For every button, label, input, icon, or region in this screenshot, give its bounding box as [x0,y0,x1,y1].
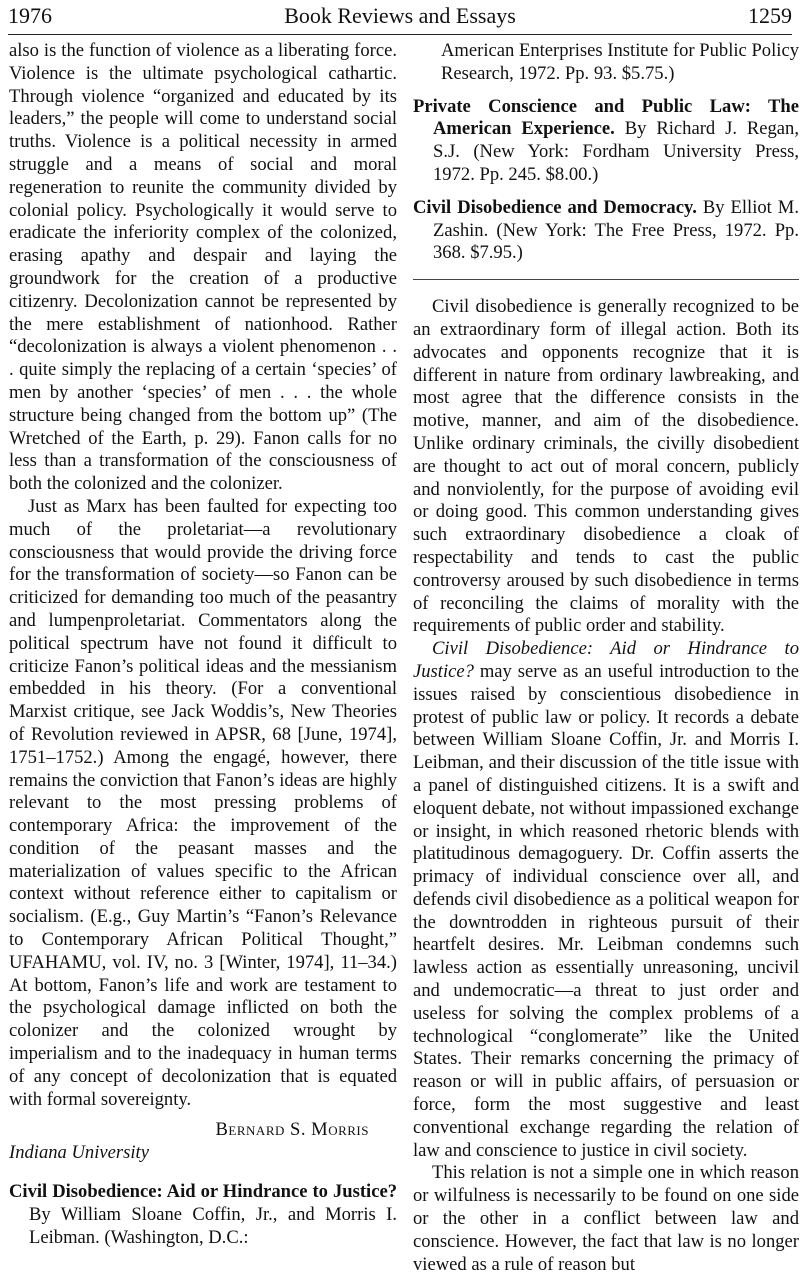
citation-1-details: By William Sloane Coffin, Jr., and Morris I. Leibman. (Washington, D.C.: [29,1203,397,1248]
citation-2 [413,96,799,187]
header-rule [8,34,792,35]
section-divider [413,279,799,280]
citation-2-title: Private Conscience and Public Law: The American Experience. [413,95,799,140]
citation-3-title: Civil Disobedience and Democracy. [413,196,697,218]
citation-1-continued: American Enterprises Institute for Public Policy Research, 1972. Pp. 93. $5.75.) [441,40,799,84]
left-paragraph-2: Just as Marx has been faulted for expecting too much of the proletariat—a revolutionary consciousness that would provide the driving force for the transformation of society—so Fanon can be criticized for demanding too much of the peasantry and lumpenproletariat. Commentators along the political spectrum have not found it difficult to criticize Fanon’s political ideas and the messianism embedded in his theory. (For a conventional Marxist critique, see Jack Woddis’s, New Theories of Revolution reviewed in APSR, 68 [June, 1974], 1751–1752.) Among the engagé, however, there remains the conviction that Fanon’s ideas are highly relevant to the most pressing problems of contemporary Africa: the improvement of the condition of the peasant masses and the materialization of values specific to the African context without reference either to capitalism or socialism. (E.g., Guy Martin’s “Fanon’s Relevance to Contemporary African Political Thought,” UFAHAMU, vol. IV, no. 3 [Winter, 1974], 11–34.) At bottom, Fanon’s life and work are testament to the psychological damage inflicted on both the colonizer and the colonized wrought by imperialism and to the inadequacy in human terms of any concept of decolonization that is equated with formal sovereignty. [9,495,397,1110]
reviewer-name: Bernard S. Morris [215,1119,369,1141]
header-section-title: Book Reviews and Essays [284,3,516,28]
right-paragraph-3: This relation is not a simple one in which reason or wilfulness is necessarily to be found on one side or the other in a conflict between law and conscience. However, the fact that law is no longer viewed as a rule of reason but [413,1162,799,1275]
reviewer-institution: Indiana University [9,1142,149,1164]
right-paragraph-2 [413,638,799,1162]
running-header [8,2,792,32]
citation-3 [413,197,799,265]
citation-3-details: By Elliot M. Zashin. (New York: The Free Press, 1972. Pp. 368. $7.95.) [433,196,799,264]
right-paragraph-2-book-title: Civil Disobedience: Aid or Hindrance to Justice? [413,638,799,682]
right-paragraph-2-text: may serve as an useful introduction to the issues raised by conscientious disobedience in protest of public law or policy. It records a debate between William Sloane Coffin, Jr. and Morris I. Leibman, and their discussion of the title issue with a panel of distinguished citizens. It is a swift and eloquent debate, not without impassioned exchange or insight, in which reasoned rhetoric blends with platitudinous demagoguery. Dr. Coffin asserts the primacy of individual conscience over all, and defends civil disobedience as a political weapon for the downtrodden in righteous pursuit of their heartfelt desires. Mr. Leibman condemns such lawless action as essentially unreasoning, uncivil and undemocratic—a threat to just order and useless for solving the complex problems of a technological “conglomerate” like the United States. Their remarks concerning the primacy of reason or will in public affairs, of persuasion or force, form the most suggestive and least conventional exchange regarding the relation of law and conscience to justice in civil society. [413,660,799,1161]
header-year: 1976 [8,3,52,28]
header-page-number: 1259 [748,3,792,28]
right-paragraph-1: Civil disobedience is generally recognized to be an extraordinary form of illegal action. Both its advocates and opponents recognize that it is different in nature from ordinary lawbreaking, and most agree that the difference consists in the motive, manner, and aim of the disobedience. Unlike ordinary criminals, the civilly disobedient are thought to act out of moral concern, publicly and nonviolently, for the purpose of avoiding evil or doing good. This common understanding gives such extraordinary disobedience a cloak of respectability and tends to cast the public controversy aroused by such disobedience in terms of reconciling the claims of morality with the requirements of public order and stability. [413,296,799,637]
left-column [9,40,397,1249]
right-column [413,40,799,1276]
citation-1-title: Civil Disobedience: Aid or Hindrance to Justice? [9,1181,397,1203]
citation-2-details: By Richard J. Regan, S.J. (New York: Fordham University Press, 1972. Pp. 245. $8.00.) [433,118,800,185]
citation-1 [9,1181,397,1249]
left-paragraph-1: also is the function of violence as a liberating force. Violence is the ultimate psychological cathartic. Through violence “organized and educated by its leaders,” the people will come to understand social truths. Violence is a political necessity in armed struggle and a means of social and moral regeneration to reunite the community divided by colonial policy. Psychologically it would serve to eradicate the inferiority complex of the colonized, erasing apathy and despair and laying the groundwork for the creation of a productive citizenry. Decolonization cannot be represented by the mere establishment of nationhood. Rather “decolonization is always a violent phenomenon . . . quite simply the replacing of a certain ‘species’ of men by another ‘species’ of men . . . the whole structure being changed from the bottom up” (The Wretched of the Earth, p. 29). Fanon calls for no less than a transformation of the consciousness of both the colonized and the colonizer. [9,40,397,495]
